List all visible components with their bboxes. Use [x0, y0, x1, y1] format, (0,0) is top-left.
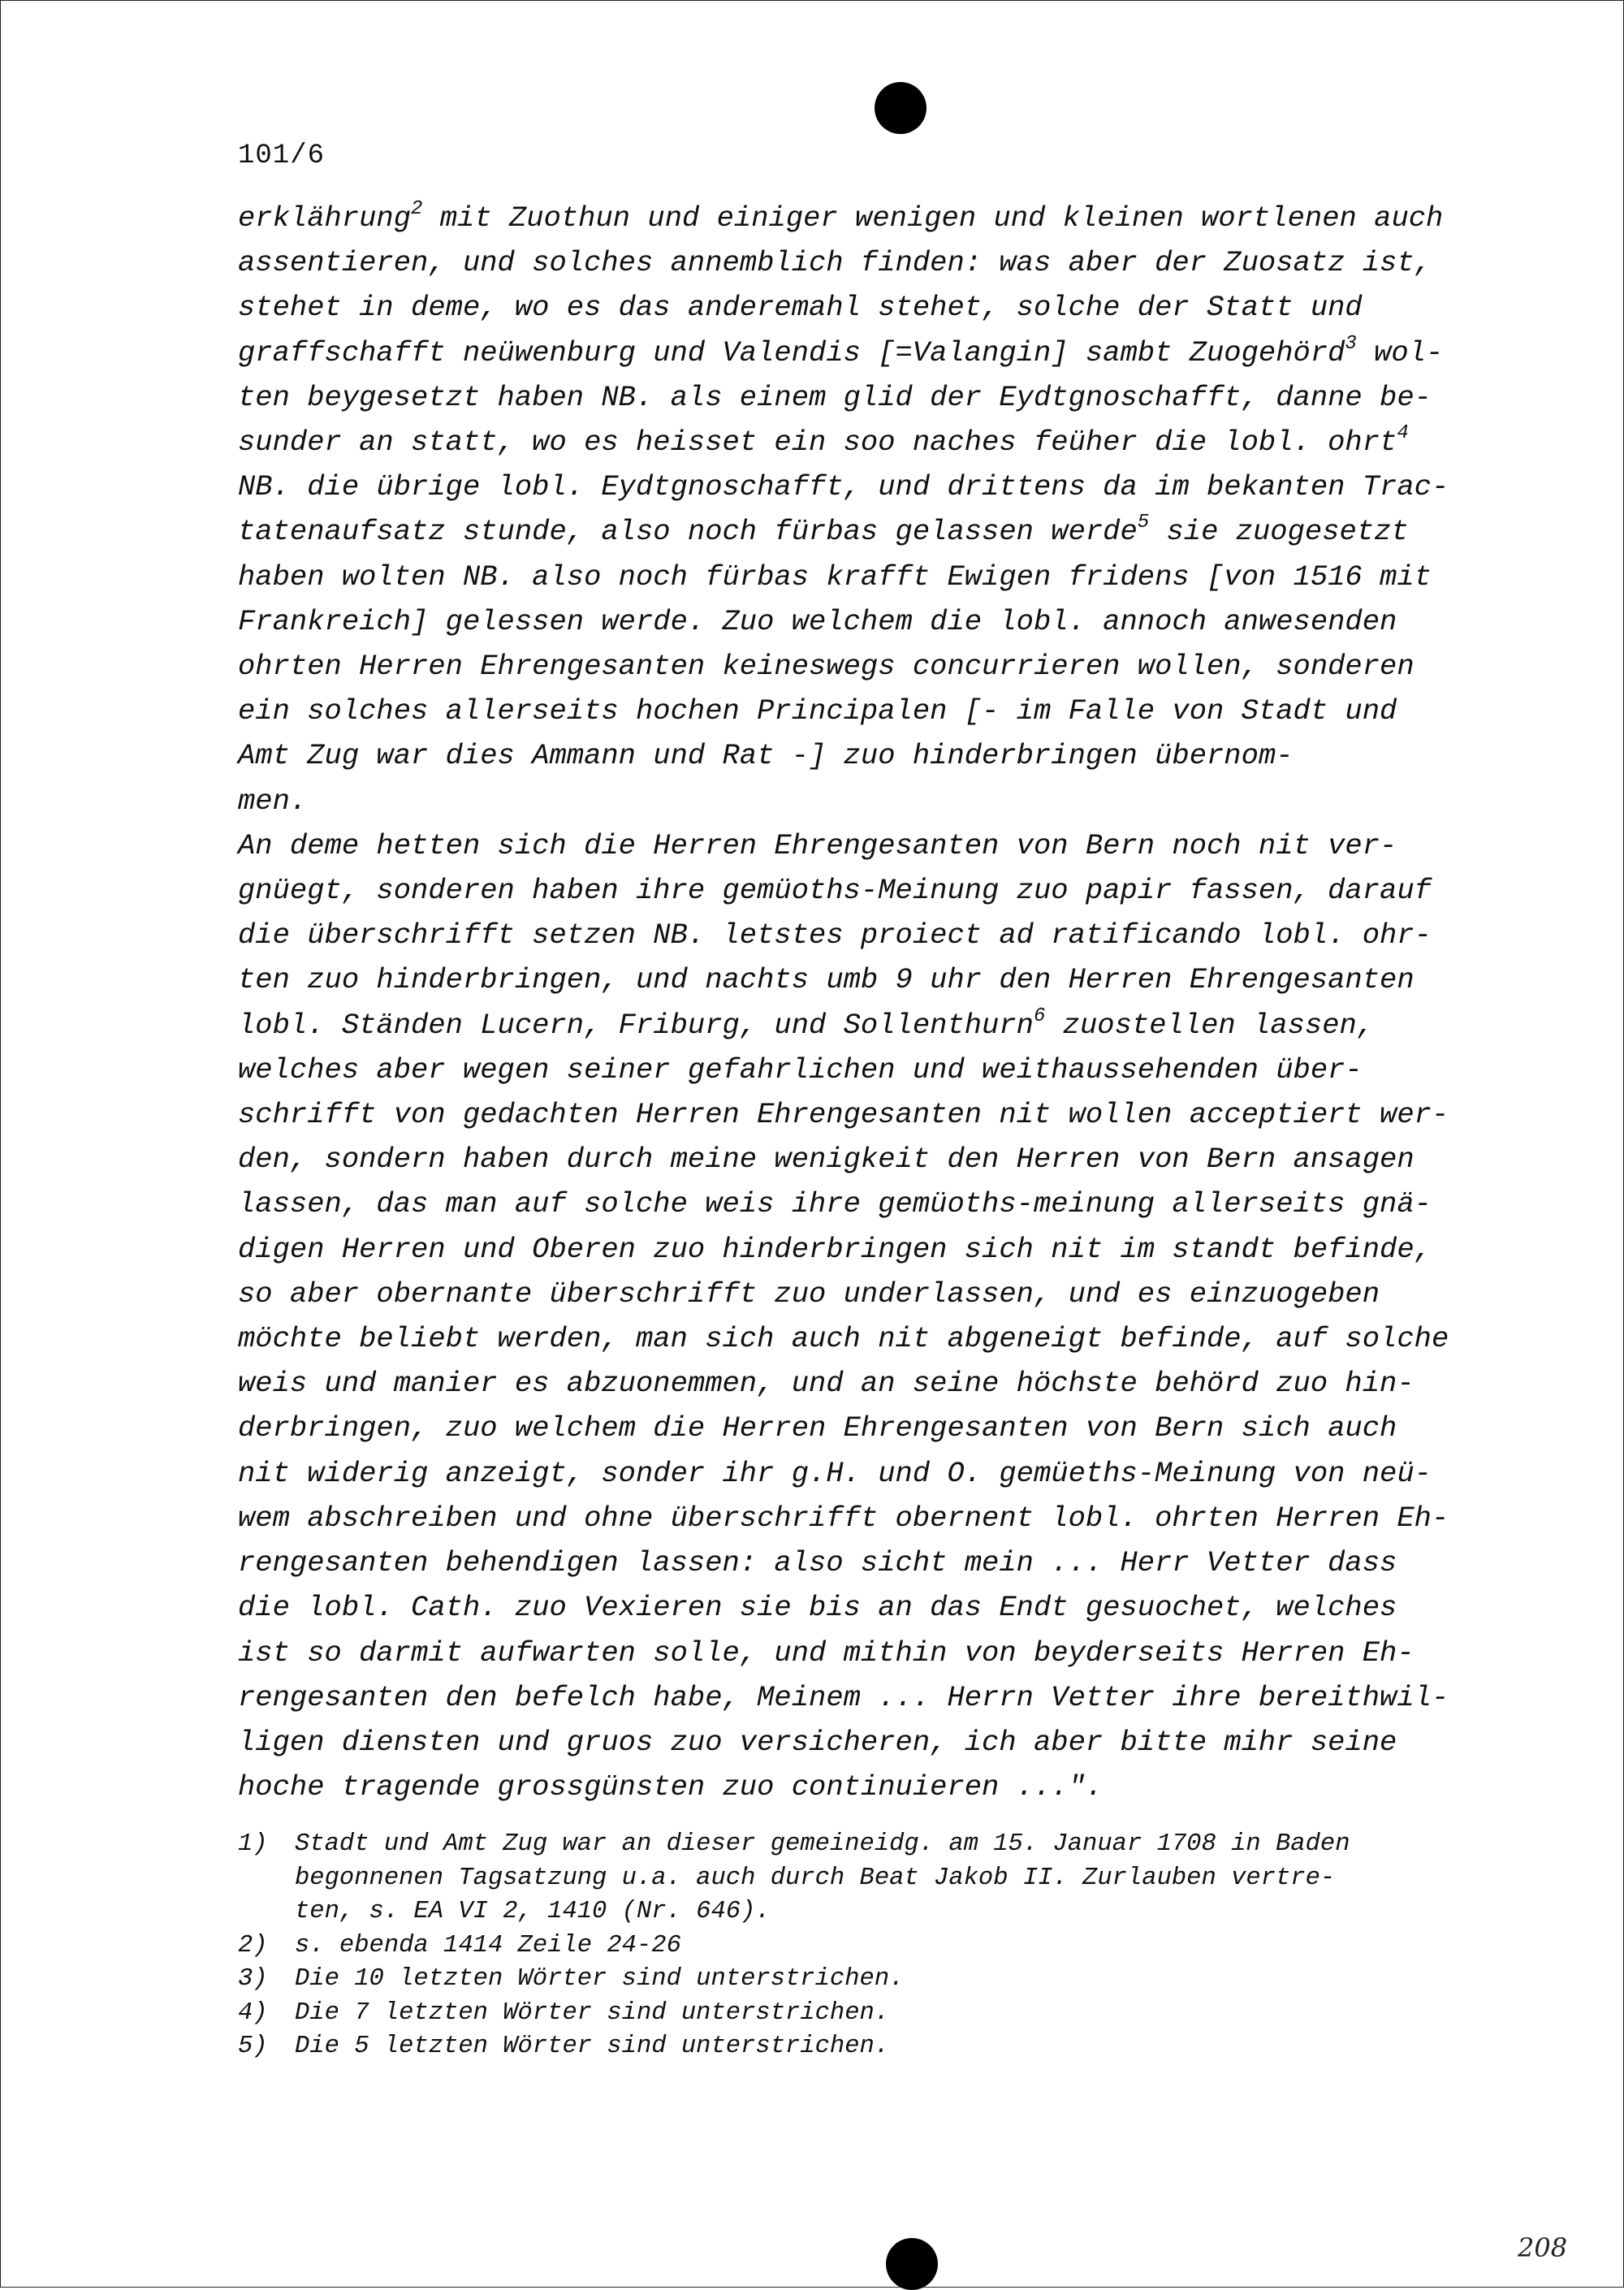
text-segment: schrifft von gedachten Herren Ehrengesanten nit wollen acceptiert wer-	[238, 1098, 1449, 1132]
footnote	[238, 1963, 1488, 1997]
text-line	[238, 957, 1488, 1002]
text-line	[238, 1092, 1488, 1137]
text-segment: derbringen, zuo welchem die Herren Ehrengesanten von Bern sich auch	[238, 1411, 1397, 1445]
text-line	[238, 1720, 1488, 1765]
text-line	[238, 240, 1488, 285]
text-line	[238, 375, 1488, 420]
footnote-line: Die 5 letzten Wörter sind unterstrichen.	[295, 2033, 890, 2060]
text-line	[238, 420, 1488, 464]
text-line	[238, 1227, 1488, 1272]
text-segment: ligen diensten und gruos zuo versicheren, ich aber bitte mihr seine	[238, 1725, 1397, 1759]
text-segment: weis und manier es abzuonemmen, und an seine höchste behörd zuo hin-	[238, 1367, 1415, 1401]
footnote-text	[295, 1963, 1488, 1997]
text-line	[238, 1585, 1488, 1630]
text-segment: rengesanten behendigen lassen: also sicht mein ... Herr Vetter dass	[238, 1546, 1397, 1580]
text-segment: Amt Zug war dies Ammann und Rat -] zuo hinderbringen übernom-	[238, 739, 1294, 773]
text-segment: lassen, das man auf solche weis ihre gemüoths-meinung allerseits gnä-	[238, 1187, 1432, 1221]
text-segment: digen Herren und Oberen zuo hinderbringen sich nit im standt befinde,	[238, 1232, 1432, 1266]
footnote-number: 2)	[238, 1931, 268, 1959]
footnote-number: 1)	[238, 1830, 268, 1858]
body-text	[238, 196, 1488, 1809]
text-line	[238, 599, 1488, 644]
footnote	[238, 1997, 1488, 2031]
text-segment: zuostellen lassen,	[1045, 1008, 1375, 1042]
text-segment: die lobl. Cath. zuo Vexieren sie bis an das Endt gesuochet, welches	[238, 1591, 1397, 1625]
footnote-line: Stadt und Amt Zug war an dieser gemeineidg. am 15. Januar 1708 in Baden	[295, 1830, 1350, 1858]
text-segment: mit Zuothun und einiger wenigen und kleinen wortlenen auch	[422, 201, 1444, 235]
text-segment: möchte beliebt werden, man sich auch nit abgeneigt befinde, auf solche	[238, 1322, 1449, 1356]
text-line	[238, 1765, 1488, 1809]
text-segment: wol-	[1356, 335, 1444, 369]
text-segment: graffschafft neüwenburg und Valendis [=Valangin] sambt Zuogehörd	[238, 335, 1345, 369]
text-segment: erklährung	[238, 201, 412, 235]
text-line	[238, 1316, 1488, 1361]
text-segment: ten zuo hinderbringen, und nachts umb 9 uhr den Herren Ehrengesanten	[238, 963, 1415, 997]
footnote-number: 5)	[238, 2033, 268, 2060]
text-segment: hoche tragende grossgünsten zuo continuieren ...".	[238, 1770, 1104, 1804]
footnote-marker: 5	[1137, 512, 1150, 534]
footnote-line: begonnenen Tagsatzung u.a. auch durch Beat Jakob II. Zurlauben vertre-	[295, 1864, 1336, 1892]
footnote-text	[295, 1929, 1488, 1964]
text-segment: gnüegt, sonderen haben ihre gemüoths-Meinung zuo papir fassen, darauf	[238, 874, 1432, 908]
text-line	[238, 464, 1488, 509]
text-line	[238, 509, 1488, 554]
text-line	[238, 1137, 1488, 1182]
page-reference: 101/6	[238, 140, 326, 171]
footnote-text	[295, 2030, 1488, 2064]
text-segment: rengesanten den befelch habe, Meinem ... Herrn Vetter ihre bereithwil-	[238, 1680, 1449, 1714]
punch-hole-top	[875, 82, 926, 134]
footnote-text	[295, 1997, 1488, 2031]
text-line	[238, 1675, 1488, 1720]
text-line	[238, 644, 1488, 689]
text-line	[238, 331, 1488, 375]
text-segment: haben wolten NB. also noch fürbas krafft Ewigen fridens [von 1516 mit	[238, 560, 1432, 594]
footnote-line: Die 7 letzten Wörter sind unterstrichen.	[295, 1998, 890, 2027]
footnote	[238, 1828, 1488, 1929]
text-segment: assentieren, und solches annemblich finden: was aber der Zuosatz ist,	[238, 246, 1432, 280]
text-segment: die überschrifft setzen NB. letstes proiect ad ratificando lobl. ohr-	[238, 918, 1432, 953]
text-line	[238, 913, 1488, 957]
text-segment: welches aber wegen seiner gefahrlichen und weithaussehenden über-	[238, 1052, 1363, 1087]
text-segment: tatenaufsatz stunde, also noch fürbas gelassen werde	[238, 515, 1138, 549]
text-segment: wem abschreiben und ohne überschrifft obernent lobl. ohrten Herren Eh-	[238, 1501, 1449, 1535]
text-line	[238, 868, 1488, 913]
footnote-line: s. ebenda 1414 Zeile 24-26	[295, 1931, 681, 1959]
text-segment: Frankreich] gelessen werde. Zuo welchem die lobl. annoch anwesenden	[238, 604, 1397, 638]
text-segment: sunder an statt, wo es heisset ein soo naches feüher die lobl. ohrt	[238, 426, 1397, 460]
text-segment: sie zuogesetzt	[1149, 515, 1409, 549]
footnote-marker: 4	[1397, 422, 1409, 445]
footnote-number: 3)	[238, 1965, 268, 1993]
footnote-marker: 6	[1033, 1005, 1046, 1027]
text-line	[238, 733, 1488, 778]
text-segment: ohrten Herren Ehrengesanten keineswegs concurrieren wollen, sonderen	[238, 650, 1415, 684]
text-line	[238, 1631, 1488, 1675]
text-line	[238, 823, 1488, 868]
text-segment: An deme hetten sich die Herren Ehrengesanten von Bern noch nit ver-	[238, 828, 1397, 862]
text-segment: ein solches allerseits hochen Principalen [- im Falle von Stadt und	[238, 694, 1397, 728]
text-line	[238, 1272, 1488, 1316]
footnote	[238, 1929, 1488, 1964]
text-line	[238, 1048, 1488, 1092]
text-segment: den, sondern haben durch meine wenigkeit den Herren von Bern ansagen	[238, 1143, 1415, 1177]
footnote-line: ten, s. EA VI 2, 1410 (Nr. 646).	[295, 1898, 771, 1925]
punch-hole-bottom	[886, 2238, 938, 2290]
footnote-number: 4)	[238, 1998, 268, 2027]
footnote-marker: 3	[1345, 332, 1357, 355]
text-segment: stehet in deme, wo es das anderemahl stehet, solche der Statt und	[238, 291, 1363, 325]
text-line	[238, 779, 1488, 823]
text-line	[238, 196, 1488, 240]
text-segment: ten beygesetzt haben NB. als einem glid der Eydtgnoschafft, danne be-	[238, 380, 1432, 414]
text-line	[238, 1406, 1488, 1450]
text-segment: NB. die übrige lobl. Eydtgnoschafft, und drittens da im bekanten Trac-	[238, 470, 1449, 504]
footnotes	[238, 1828, 1488, 2064]
text-segment: men.	[238, 784, 308, 818]
text-line	[238, 1182, 1488, 1226]
handwritten-page-number: 208	[1518, 2232, 1568, 2263]
text-line	[238, 689, 1488, 733]
footnote	[238, 2030, 1488, 2064]
footnote-line: Die 10 letzten Wörter sind unterstrichen.	[295, 1965, 905, 1993]
footnote-marker: 2	[411, 198, 423, 220]
text-line	[238, 1003, 1488, 1048]
text-segment: nit widerig anzeigt, sonder ihr g.H. und O. gemüeths-Meinung von neü-	[238, 1456, 1432, 1490]
text-segment: lobl. Ständen Lucern, Friburg, und Sollenthurn	[238, 1008, 1034, 1042]
text-segment: ist so darmit aufwarten solle, und mithin von beyderseits Herren Eh-	[238, 1635, 1415, 1670]
text-line	[238, 1361, 1488, 1406]
footnote-text	[295, 1828, 1488, 1929]
text-line	[238, 555, 1488, 599]
text-segment: so aber obernante überschrifft zuo underlassen, und es einzuogeben	[238, 1277, 1380, 1311]
text-line	[238, 285, 1488, 330]
text-line	[238, 1540, 1488, 1585]
text-line	[238, 1496, 1488, 1540]
text-line	[238, 1451, 1488, 1496]
